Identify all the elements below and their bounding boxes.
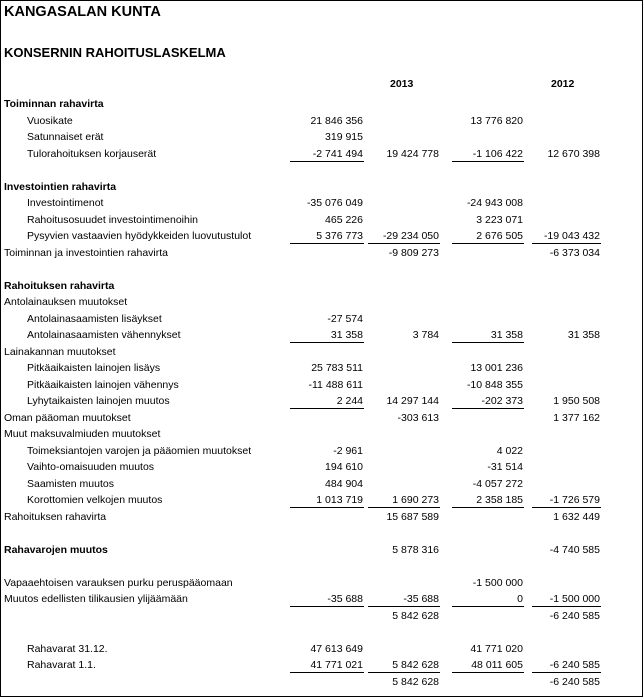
sum-underline <box>532 507 601 508</box>
row-label: Investointimenot <box>27 197 104 209</box>
sum-underline <box>452 342 524 343</box>
value-c1: 5 376 773 <box>316 230 363 242</box>
sum-underline <box>452 672 524 673</box>
value-c2: 5 878 316 <box>392 543 439 556</box>
table-row <box>0 196 643 212</box>
table-row <box>0 675 643 691</box>
value-c3: 4 022 <box>496 444 523 457</box>
value-c1: 25 783 511 <box>311 362 363 374</box>
table-row <box>0 394 643 410</box>
row-label: Tulorahoituksen korjauserät <box>27 147 157 160</box>
row-label: Korottomien velkojen muutos <box>27 494 163 506</box>
table-row <box>0 510 643 526</box>
sum-underline <box>290 672 364 673</box>
sum-underline <box>452 606 524 607</box>
value-c1: 194 610 <box>325 461 363 473</box>
row-label: Rahavarat 31.12. <box>27 642 108 655</box>
table-row <box>0 361 643 377</box>
value-c3: -202 373 <box>481 395 523 407</box>
row-label: Rahoituksen rahavirta <box>4 279 115 292</box>
value-c4: -1 500 000 <box>549 593 600 605</box>
value-c4: 1 377 162 <box>553 411 600 424</box>
value-c3: -10 848 355 <box>466 378 523 391</box>
table-row <box>0 97 643 113</box>
table-row <box>0 543 643 559</box>
value-c1: 31 358 <box>330 329 363 341</box>
page-title: KANGASALAN KUNTA <box>4 4 161 20</box>
value-c2: 15 687 589 <box>386 510 439 523</box>
row-label: Muut maksuvalmiuden muutokset <box>4 428 161 440</box>
value-c2: 1 690 273 <box>392 494 439 506</box>
table-row <box>0 213 643 229</box>
table-row <box>0 477 643 493</box>
value-c4: 12 670 398 <box>547 147 600 160</box>
value-c3: -1 500 000 <box>472 576 523 589</box>
value-c3: 31 358 <box>490 329 523 341</box>
row-label: Oman pääoman muutokset <box>4 411 131 424</box>
value-c1: 1 013 719 <box>316 494 363 506</box>
table-row <box>0 625 643 641</box>
row-label: Vapaaehtoisen varauksen purku peruspääomaan <box>4 576 233 589</box>
value-c3: -1 106 422 <box>472 147 523 160</box>
sum-underline <box>368 672 440 673</box>
row-label: Pysyvien vastaavien hyödykkeiden luovutustulot <box>27 230 252 242</box>
value-c1: 47 613 649 <box>310 642 363 655</box>
value-c4: -6 240 585 <box>549 659 600 671</box>
value-c1: -35 688 <box>327 593 363 605</box>
value-c2: 5 842 628 <box>392 609 439 622</box>
value-c4: -6 240 585 <box>549 609 600 622</box>
value-c2: 5 842 628 <box>392 675 439 688</box>
table-row <box>0 378 643 394</box>
value-c3: 13 776 820 <box>470 114 523 127</box>
value-c4: -19 043 432 <box>543 230 600 242</box>
row-label: Rahoitusosuudet investointimenoihin <box>27 213 199 226</box>
table-row <box>0 279 643 295</box>
sum-underline <box>452 243 524 244</box>
value-c4: -4 740 585 <box>549 543 600 556</box>
sum-underline <box>532 243 601 244</box>
row-label: Investointien rahavirta <box>4 180 117 193</box>
value-c3: 41 771 020 <box>470 642 523 655</box>
value-c2: 19 424 778 <box>386 147 439 160</box>
row-label: Lainakannan muutokset <box>4 345 116 358</box>
value-c3: -24 943 008 <box>466 197 523 209</box>
sum-underline <box>452 408 524 409</box>
value-c2: -35 688 <box>403 593 439 605</box>
sum-underline <box>368 243 440 244</box>
table-row <box>0 493 643 509</box>
value-c4: 31 358 <box>567 329 600 341</box>
value-c1: 465 226 <box>325 213 363 226</box>
row-label: Muutos edellisten tilikausien ylijäämään <box>4 593 188 605</box>
page-subtitle: KONSERNIN RAHOITUSLASKELMA <box>4 45 226 60</box>
value-c3: 48 011 605 <box>471 659 523 671</box>
value-c1: -2 741 494 <box>312 147 363 160</box>
table-row <box>0 180 643 196</box>
table-row <box>0 229 643 245</box>
sum-underline <box>368 606 440 607</box>
value-c2: -29 234 050 <box>382 230 439 242</box>
value-c1: -11 488 611 <box>308 378 363 391</box>
row-label: Vuosikate <box>27 114 73 127</box>
table-row <box>0 609 643 625</box>
table-row <box>0 262 643 278</box>
value-c1: -2 961 <box>333 444 363 457</box>
sum-underline <box>290 408 364 409</box>
table-row <box>0 460 643 476</box>
table-row <box>0 147 643 163</box>
value-c1: -27 574 <box>327 312 363 325</box>
row-label: Vaihto-omaisuuden muutos <box>27 461 155 473</box>
value-c3: 2 358 185 <box>476 494 523 506</box>
sum-underline <box>290 161 364 162</box>
row-label: Rahoituksen rahavirta <box>4 510 107 523</box>
value-c2: 14 297 144 <box>386 395 439 407</box>
value-c1: 41 771 021 <box>310 659 363 671</box>
value-c2: 3 784 <box>412 329 439 341</box>
sum-underline <box>452 161 524 162</box>
value-c2: 5 842 628 <box>392 659 439 671</box>
table-row <box>0 559 643 575</box>
row-label: Antolainauksen muutokset <box>4 296 128 308</box>
sum-underline <box>532 672 601 673</box>
row-label: Antolainasaamisten vähennykset <box>27 329 181 341</box>
table-row <box>0 411 643 427</box>
value-c3: -31 514 <box>487 461 523 473</box>
row-label: Toimeksiantojen varojen ja pääomien muutokset <box>27 444 252 457</box>
year-header-2012: 2012 <box>551 78 575 90</box>
value-c3: 0 <box>517 593 523 605</box>
row-label: Saamisten muutos <box>27 477 114 490</box>
table-row <box>0 592 643 608</box>
year-header-2013: 2013 <box>390 78 414 90</box>
value-c1: -35 076 049 <box>306 197 363 209</box>
row-label: Toiminnan rahavirta <box>4 98 104 110</box>
table-row <box>0 345 643 361</box>
sum-underline <box>290 342 364 343</box>
table-row <box>0 163 643 179</box>
sum-underline <box>368 507 440 508</box>
table-row <box>0 427 643 443</box>
value-c4: -6 240 585 <box>549 675 600 688</box>
row-label: Rahavarojen muutos <box>4 543 108 556</box>
value-c3: 13 001 236 <box>470 362 523 374</box>
table-row <box>0 312 643 328</box>
row-label: Rahavarat 1.1. <box>27 659 96 671</box>
sum-underline <box>452 507 524 508</box>
table-row <box>0 642 643 658</box>
value-c3: -4 057 272 <box>472 477 523 490</box>
value-c1: 484 904 <box>325 477 363 490</box>
table-row <box>0 130 643 146</box>
row-label: Satunnaiset erät <box>27 131 104 143</box>
value-c2: -9 809 273 <box>388 246 439 259</box>
row-label: Antolainasaamisten lisäykset <box>27 312 162 325</box>
value-c1: 2 244 <box>336 395 363 407</box>
value-c3: 3 223 071 <box>476 213 523 226</box>
table-row <box>0 658 643 674</box>
table-row <box>0 576 643 592</box>
row-label: Lyhytaikaisten lainojen muutos <box>27 395 170 407</box>
table-row <box>0 328 643 344</box>
table-row <box>0 295 643 311</box>
value-c1: 319 915 <box>325 131 363 143</box>
value-c4: 1 950 508 <box>553 395 600 407</box>
table-row <box>0 444 643 460</box>
sum-underline <box>290 507 364 508</box>
row-label: Pitkäaikaisten lainojen lisäys <box>27 362 161 374</box>
sum-underline <box>532 606 601 607</box>
table-row <box>0 526 643 542</box>
value-c3: 2 676 505 <box>476 230 523 242</box>
value-c4: 1 632 449 <box>553 510 600 523</box>
value-c2: -303 613 <box>397 411 439 424</box>
table-row <box>0 246 643 262</box>
row-label: Toiminnan ja investointien rahavirta <box>4 246 169 259</box>
value-c1: 21 846 356 <box>310 114 363 127</box>
sum-underline <box>290 243 364 244</box>
table-row <box>0 114 643 130</box>
row-label: Pitkäaikaisten lainojen vähennys <box>27 378 179 391</box>
value-c4: -1 726 579 <box>549 494 600 506</box>
sum-underline <box>290 606 364 607</box>
value-c4: -6 373 034 <box>549 246 600 259</box>
